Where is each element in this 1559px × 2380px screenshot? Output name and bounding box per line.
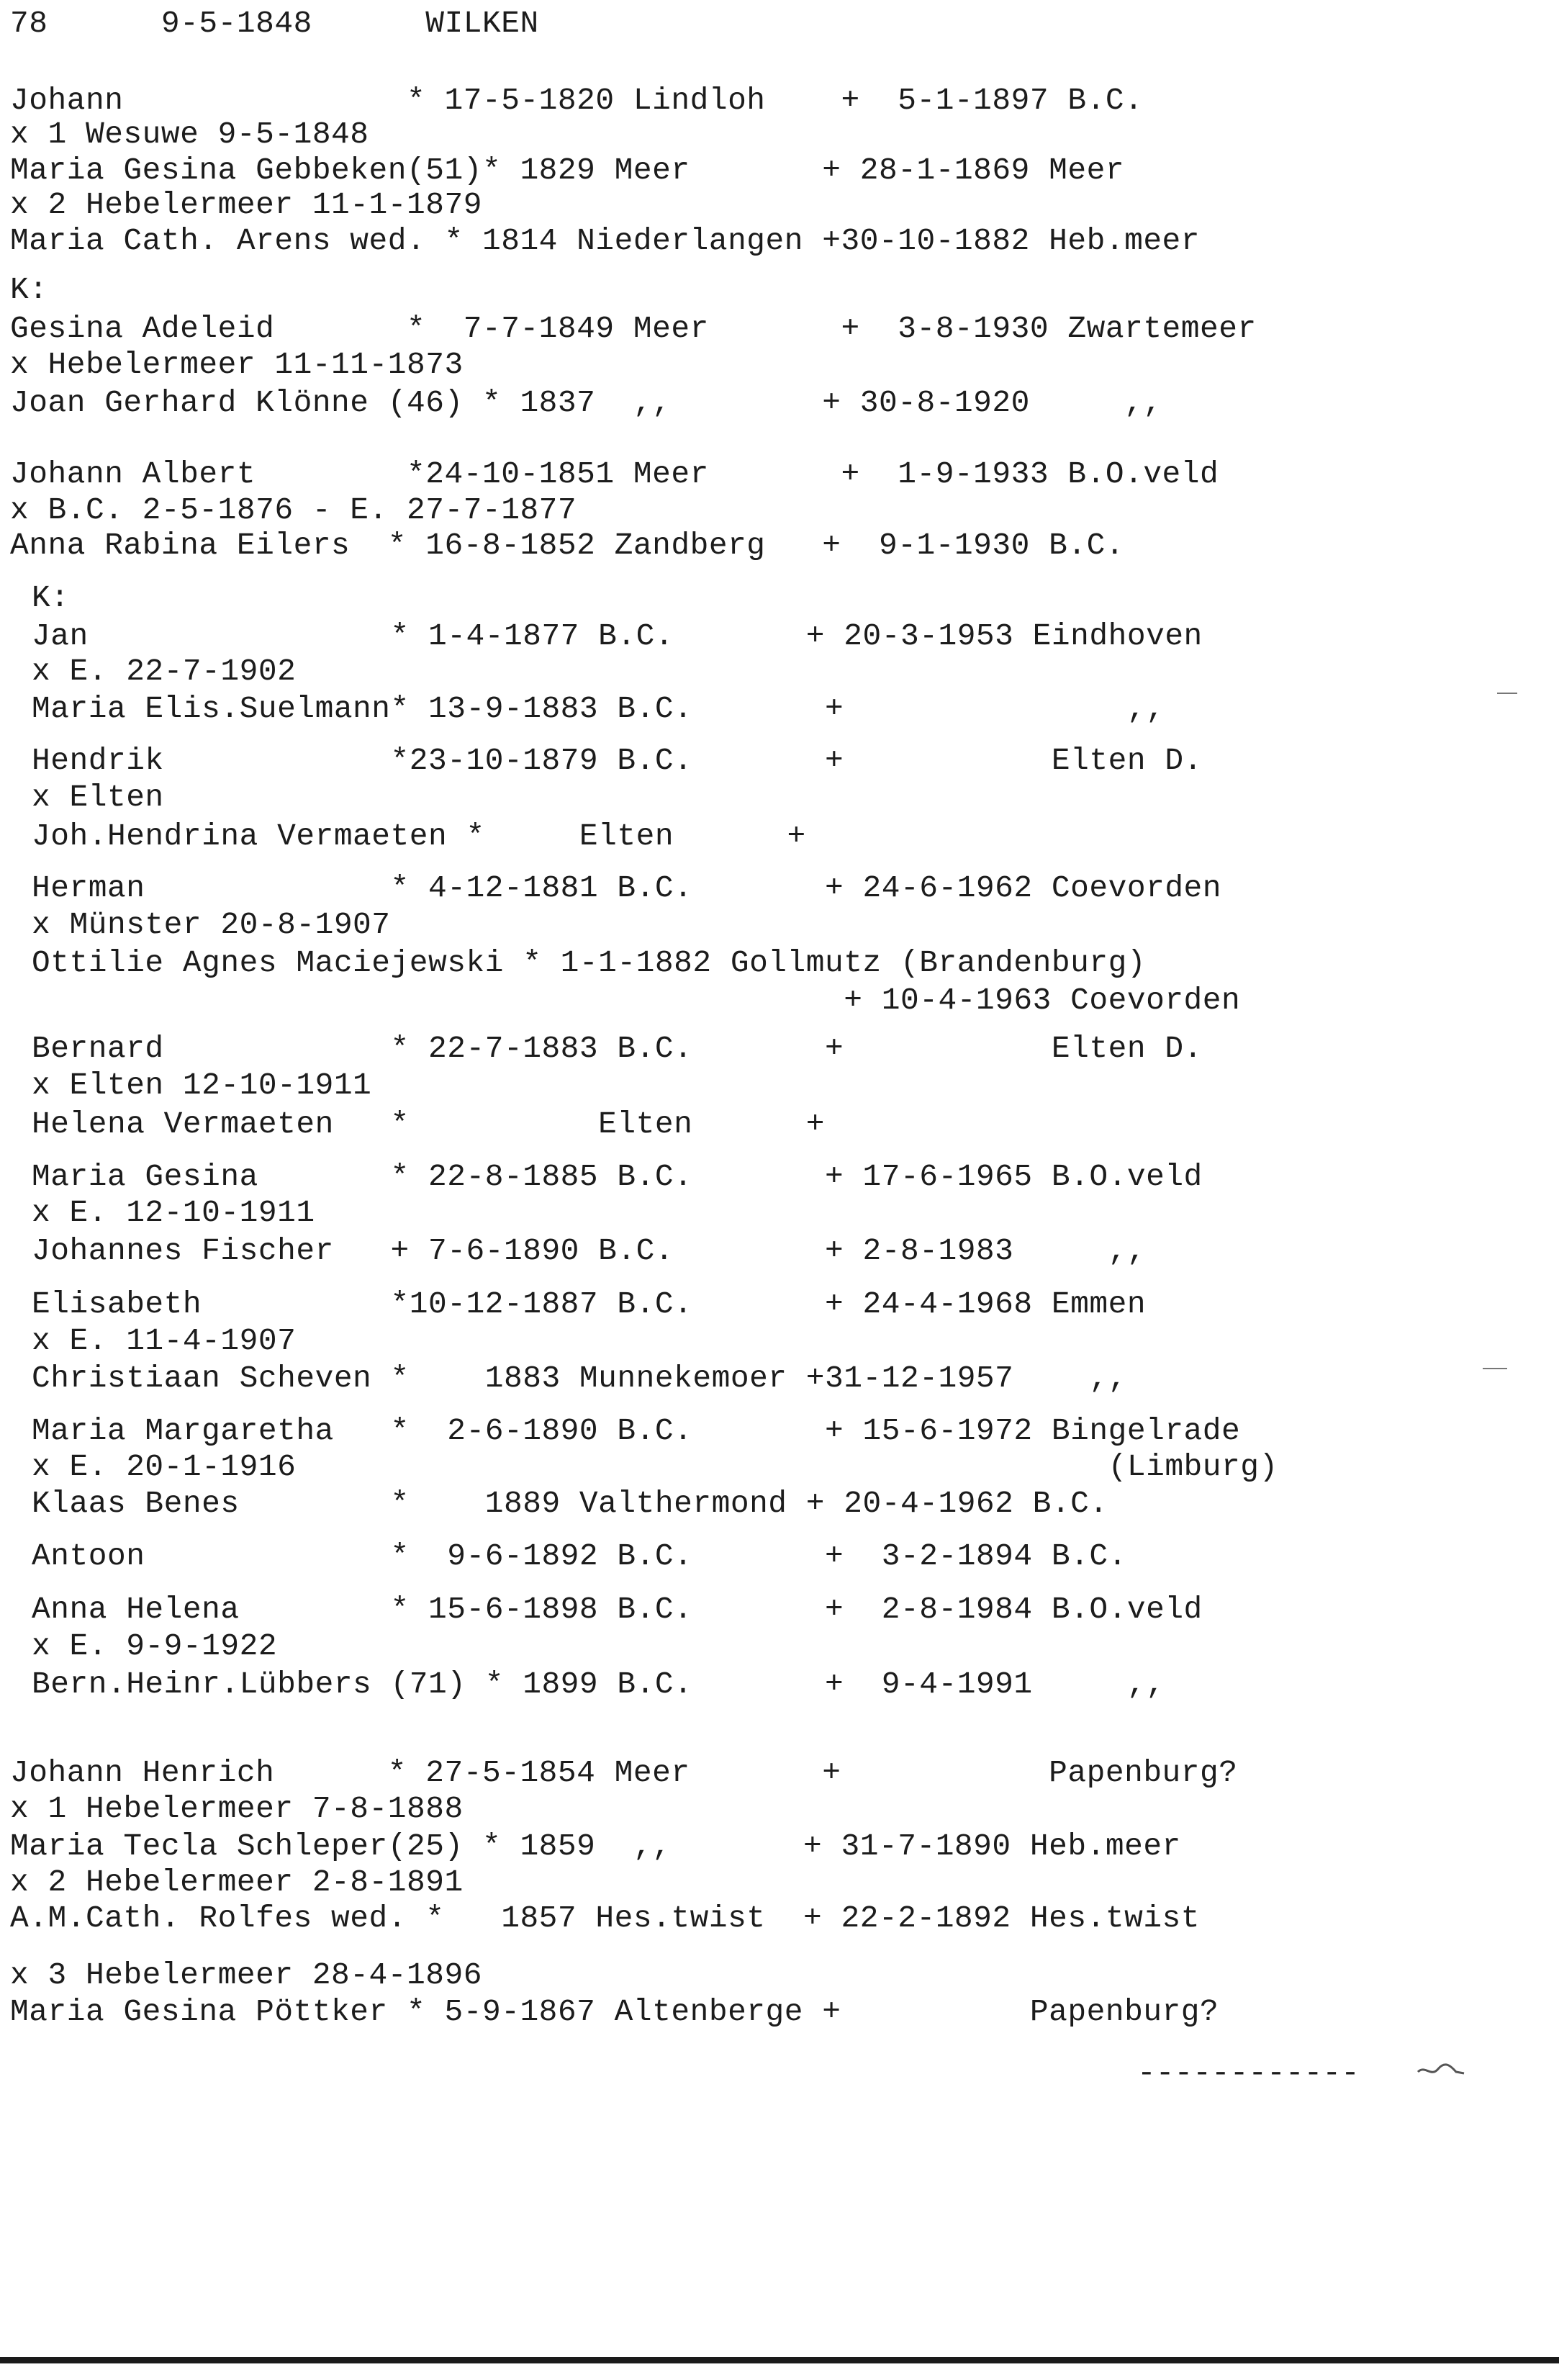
record-line: x 1 Hebelermeer 7-8-1888 [10, 1791, 464, 1826]
record-line: K: [32, 580, 70, 616]
record-line: x B.C. 2-5-1876 - E. 27-7-1877 [10, 492, 577, 528]
record-line: Johann Albert *24-10-1851 Meer + 1-9-1933 B.O.veld [10, 456, 1219, 492]
record-line: Ottilie Agnes Maciejewski * 1-1-1882 Gollmutz (Brandenburg) [32, 945, 1147, 981]
record-line: Maria Gesina Pöttker * 5-9-1867 Altenberge + Papenburg? [10, 1994, 1219, 2029]
record-line: x Elten 12-10-1911 [32, 1068, 372, 1103]
record-line: Gesina Adeleid * 7-7-1849 Meer + 3-8-1930 Zwartemeer [10, 311, 1257, 346]
record-line: x 3 Hebelermeer 28-4-1896 [10, 1957, 482, 1993]
record-line: x E. 12-10-1911 [32, 1195, 315, 1230]
record-line: K: [10, 272, 48, 307]
record-line: Johannes Fischer + 7-6-1890 B.C. + 2-8-1983 ,, [32, 1233, 1147, 1268]
record-line: x E. 20-1-1916 (Limburg) [32, 1449, 1278, 1484]
record-line: x 1 Wesuwe 9-5-1848 [10, 117, 369, 152]
record-line: x E. 9-9-1922 [32, 1628, 278, 1664]
record-line: Bern.Heinr.Lübbers (71) * 1899 B.C. + 9-4-1991 ,, [32, 1667, 1165, 1702]
record-line: x 2 Hebelermeer 2-8-1891 [10, 1865, 464, 1900]
record-line: Johann Henrich * 27-5-1854 Meer + Papenburg? [10, 1755, 1238, 1790]
record-line: Klaas Benes * 1889 Valthermond + 20-4-1962 B.C. [32, 1486, 1108, 1521]
record-line: Maria Margaretha * 2-6-1890 B.C. + 15-6-1972 Bingelrade [32, 1413, 1241, 1448]
record-line: Anna Helena * 15-6-1898 B.C. + 2-8-1984 B.O.veld [32, 1592, 1203, 1627]
record-line: Joh.Hendrina Vermaeten * Elten + [32, 819, 806, 854]
margin-tick [1497, 693, 1517, 694]
record-line: x 2 Hebelermeer 11-1-1879 [10, 187, 482, 222]
record-line: Antoon * 9-6-1892 B.C. + 3-2-1894 B.C. [32, 1538, 1127, 1574]
record-line: Helena Vermaeten * Elten + [32, 1106, 826, 1142]
record-line: Anna Rabina Eilers * 16-8-1852 Zandberg + 9-1-1930 B.C. [10, 528, 1125, 563]
bottom-rule [0, 2357, 1559, 2363]
record-line: x Elten [32, 780, 164, 815]
record-line: Bernard * 22-7-1883 B.C. + Elten D. [32, 1031, 1203, 1066]
record-line: x Münster 20-8-1907 [32, 907, 391, 942]
record-line: x E. 11-4-1907 [32, 1323, 297, 1358]
record-line: x E. 22-7-1902 [32, 654, 297, 689]
record-line: Maria Elis.Suelmann* 13-9-1883 B.C. + ,, [32, 691, 1165, 726]
page-header: 78 9-5-1848 WILKEN [10, 6, 539, 41]
record-line: Hendrik *23-10-1879 B.C. + Elten D. [32, 743, 1203, 778]
record-line: Maria Cath. Arens wed. * 1814 Niederlangen +30-10-1882 Heb.meer [10, 223, 1201, 258]
record-line: Maria Gesina * 22-8-1885 B.C. + 17-6-1965 B.O.veld [32, 1159, 1203, 1194]
record-line: Joan Gerhard Klönne (46) * 1837 ,, + 30-8-1920 ,, [10, 385, 1162, 420]
record-line: x Hebelermeer 11-11-1873 [10, 347, 464, 382]
record-line: Johann * 17-5-1820 Lindloh + 5-1-1897 B.C. [10, 83, 1144, 118]
end-squiggle [1416, 2059, 1467, 2081]
record-line: A.M.Cath. Rolfes wed. * 1857 Hes.twist + 22-2-1892 Hes.twist [10, 1901, 1201, 1936]
record-line: + 10-4-1963 Coevorden [32, 983, 1241, 1018]
record-line: Christiaan Scheven * 1883 Munnekemoer +31-12-1957 ,, [32, 1361, 1127, 1396]
record-line: Herman * 4-12-1881 B.C. + 24-6-1962 Coevorden [32, 870, 1222, 906]
margin-tick [1483, 1368, 1507, 1369]
end-dashes: ------------ [1137, 2055, 1360, 2091]
record-line: Jan * 1-4-1877 B.C. + 20-3-1953 Eindhoven [32, 618, 1203, 654]
record-line: Maria Gesina Gebbeken(51)* 1829 Meer + 28-1-1869 Meer [10, 153, 1125, 188]
record-line: Maria Tecla Schleper(25) * 1859 ,, + 31-7-1890 Heb.meer [10, 1829, 1181, 1864]
record-line: Elisabeth *10-12-1887 B.C. + 24-4-1968 Emmen [32, 1286, 1147, 1322]
